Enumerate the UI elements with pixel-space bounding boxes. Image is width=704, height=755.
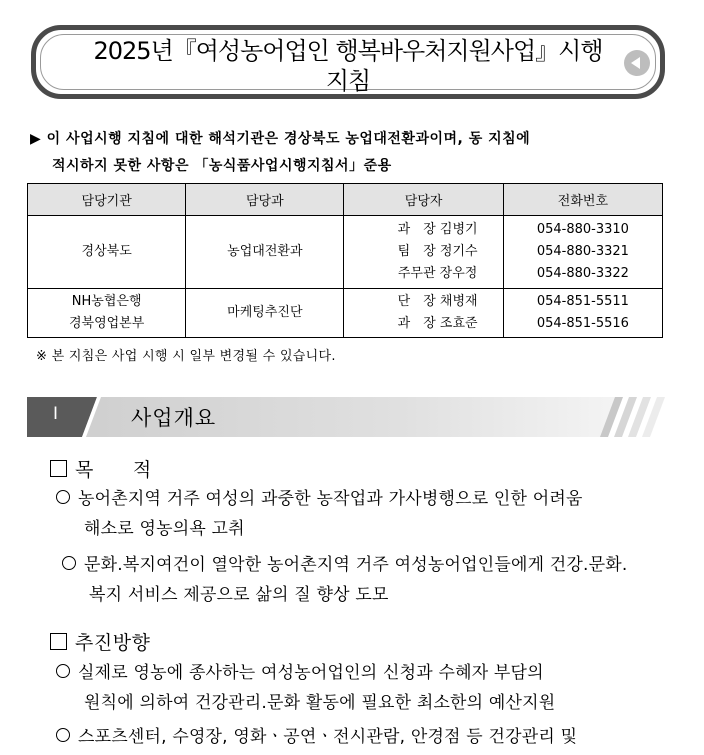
list-item (56, 722, 577, 752)
table-header-row (28, 184, 663, 216)
direction-heading (50, 628, 150, 655)
section-bar-graphic (27, 397, 667, 437)
contacts-table (27, 183, 663, 338)
circle-bullet-icon (56, 728, 70, 742)
org-name: 경상북도 (81, 244, 132, 259)
section-header (27, 397, 667, 437)
back-arrow-icon[interactable] (624, 50, 650, 76)
page-title-line1: 2025년『여성농어업인 행복바우처지원사업』시행 (93, 37, 603, 65)
header-phone: 전화번호 (503, 184, 662, 216)
footnote: ※ 본 지침은 사업 시행 시 일부 변경될 수 있습니다. (36, 349, 336, 364)
list-item (56, 484, 583, 544)
phone-number: 054-880-3321 (536, 244, 629, 259)
table-row (28, 216, 663, 289)
list-item-text: 스포츠센터, 수영장, 영화ㆍ공연ㆍ전시관람, 안경점 등 건강관리 및 (78, 727, 578, 747)
org-name: NH농협은행 (71, 294, 142, 309)
title-banner (31, 25, 665, 99)
circle-bullet-icon (56, 664, 70, 678)
header-org: 담당기관 (28, 184, 186, 216)
table-row (28, 289, 663, 338)
purpose-heading-label: 목 적 (75, 459, 152, 481)
direction-heading-label: 추진방향 (75, 632, 151, 654)
dept-cell: 마케팅추진단 (186, 289, 344, 338)
org-cell (28, 216, 186, 289)
notice-line2: 적시하지 못한 사항은 「농식품사업시행지침서」준용 (52, 158, 392, 174)
phone-cell (503, 216, 662, 289)
person-cell (344, 216, 503, 289)
checkbox-square-icon (50, 460, 67, 477)
circle-bullet-icon (62, 556, 76, 570)
org-cell (28, 289, 186, 338)
person-entry: 과 장 조효준 (397, 316, 478, 331)
list-item-text: 농어촌지역 거주 여성의 과중한 농작업과 가사병행으로 인한 어려움 (78, 489, 583, 509)
person-entry: 팀 장 정기수 (397, 244, 478, 259)
person-entry: 단 장 채병재 (397, 294, 478, 309)
page-title-line2: 지침 (325, 67, 371, 95)
section-number: Ⅰ (53, 404, 59, 424)
interpretation-notice (30, 126, 680, 180)
header-person: 담당자 (344, 184, 503, 216)
list-item (56, 658, 555, 718)
dept-cell: 농업대전환과 (186, 216, 344, 289)
org-name: 경북영업본부 (68, 316, 145, 331)
person-entry: 과 장 김병기 (397, 222, 478, 237)
header-dept: 담당과 (186, 184, 344, 216)
list-item-text-cont: 복지 서비스 제공으로 삶의 질 향상 도모 (89, 585, 389, 605)
page-title (36, 36, 660, 96)
phone-number: 054-851-5516 (536, 316, 629, 331)
person-cell (344, 289, 503, 338)
checkbox-square-icon (50, 633, 67, 650)
list-item-text-cont: 원칙에 의하여 건강관리.문화 활동에 필요한 최소한의 예산지원 (84, 693, 556, 713)
list-item (62, 550, 628, 610)
circle-bullet-icon (56, 490, 70, 504)
section-title: 사업개요 (131, 406, 217, 430)
list-item-text: 실제로 영농에 종사하는 여성농어업인의 신청과 수혜자 부담의 (78, 663, 544, 683)
purpose-heading (50, 455, 152, 482)
list-item-text: 문화.복지여건이 열악한 농어촌지역 거주 여성농어업인들에게 건강.문화. (84, 555, 628, 575)
phone-number: 054-851-5511 (536, 294, 629, 309)
phone-number: 054-880-3322 (536, 266, 629, 281)
list-item-text-cont: 해소로 영농의욕 고취 (84, 519, 245, 539)
person-entry: 주무관 장우정 (397, 266, 478, 281)
notice-line1: ▶ 이 사업시행 지침에 대한 해석기관은 경상북도 농업대전환과이며, 동 지침에 (30, 131, 531, 147)
phone-number: 054-880-3310 (536, 222, 629, 237)
phone-cell (503, 289, 662, 338)
